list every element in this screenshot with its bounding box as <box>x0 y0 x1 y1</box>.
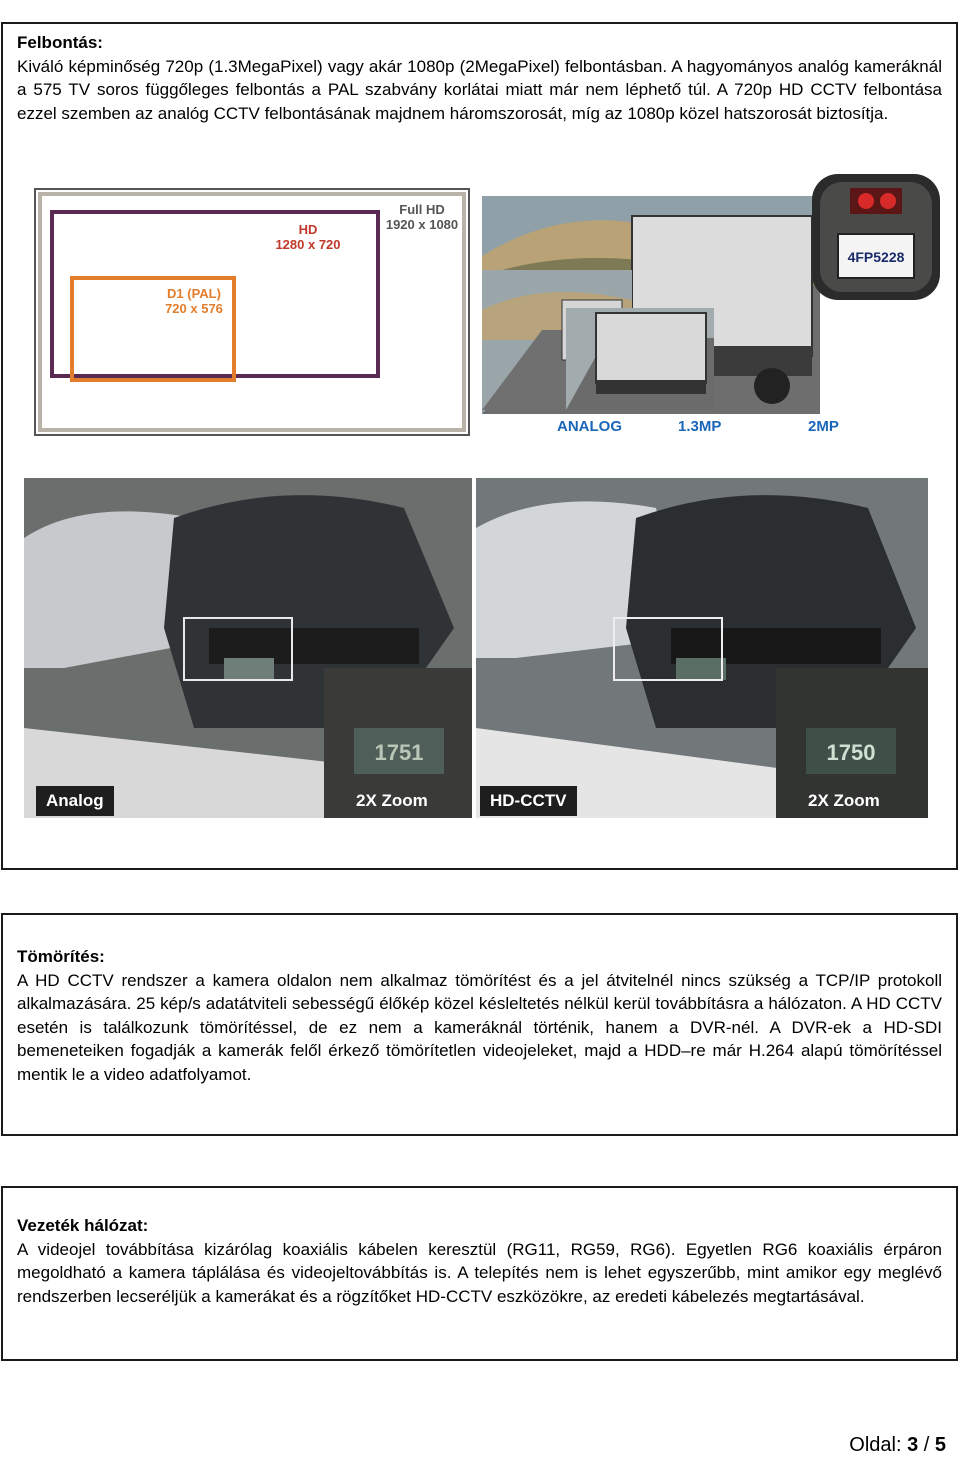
footer-total: 5 <box>934 1434 946 1456</box>
footer-sep: / <box>918 1434 935 1456</box>
label-1-3mp: 1.3MP <box>678 418 722 435</box>
section-title-felbontas: Felbontás: <box>17 33 103 52</box>
analog-plate-text: 1751 <box>374 740 424 765</box>
section-text-tomorites: A HD CCTV rendszer a kamera oldalon nem alkalmaz tömörítést és a jel átvitelnél nincs szükség a TCP/IP protokoll alkalmazására. 25 kép/s adatátviteli sebességű élőkép közel késleltetés nélkül kerül továbbításra a hálózaton. A HD CCTV esetén is találkozunk tömörítéssel, de ez nem a kameráknál történik, hanem a DVR-nél. A DVR-ek a HD-SDI bemeneteiken fogadják a kamerák felől érkező tömörítetlen videojeleket, majd a HDD–re már H.264 alapú tömörítéssel mentik le a video adatfolyamot. <box>17 970 942 1084</box>
hd-plate-text: 1750 <box>826 740 876 765</box>
section-text-vezetek: A videojel továbbítása kizárólag koaxiális kábelen keresztül (RG11, RG59, RG6). Egyetlen RG6 koaxiális érpáron megoldható a kamera táplálása és videojeltovábbítás is. A telepítés nem is lehet egyszerűbb, mint amikor egy meglévő rendszerben lecseréljük a kamerákat és a rögzítőket HD-CCTV eszközökre, az eredeti kábelezés megtartásával. <box>17 1239 942 1306</box>
section-text-felbontas: Kiváló képminőség 720p (1.3MegaPixel) vagy akár 1080p (2MegaPixel) felbontásban. A hagyományos analóg kameráknál a 575 TV soros függőleges felbontás a PAL szabvány korlátai miatt már nem léphető túl. A 720p HD CCTV felbontása ezzel szemben az analóg CCTV felbontásának majdnem háromszorosát, míg az 1080p közel hatszorosát biztosítja. <box>17 56 942 123</box>
page-footer <box>849 1434 946 1457</box>
label-2mp: 2MP <box>808 418 839 435</box>
footer-prefix: Oldal: <box>849 1434 908 1456</box>
car-label-zoom-2: 2X Zoom <box>808 791 880 810</box>
section-title-vezetek: Vezeték hálózat: <box>17 1216 149 1235</box>
fullhd-label: Full HD 1920 x 1080 <box>385 202 459 232</box>
car-label-zoom-1: 2X Zoom <box>356 791 428 810</box>
truck-photo-analog <box>566 308 714 410</box>
compression-section <box>1 913 958 1136</box>
resolution-comparison-graphic <box>34 188 470 436</box>
cabling-section <box>1 1186 958 1361</box>
car-label-analog: Analog <box>36 786 114 816</box>
label-analog: ANALOG <box>557 418 622 435</box>
truck-plate-text: 4FP5228 <box>847 249 905 265</box>
car-photo-hd <box>476 478 928 818</box>
hd-label: HD 1280 x 720 <box>275 222 341 252</box>
car-photo-analog <box>24 478 472 818</box>
car-label-hd-cctv: HD-CCTV <box>480 786 577 816</box>
footer-page: 3 <box>907 1434 919 1456</box>
section-title-tomorites: Tömörítés: <box>17 947 105 966</box>
d1-label: D1 (PAL) 720 x 576 <box>165 286 223 316</box>
license-plate-zoom <box>812 174 940 300</box>
